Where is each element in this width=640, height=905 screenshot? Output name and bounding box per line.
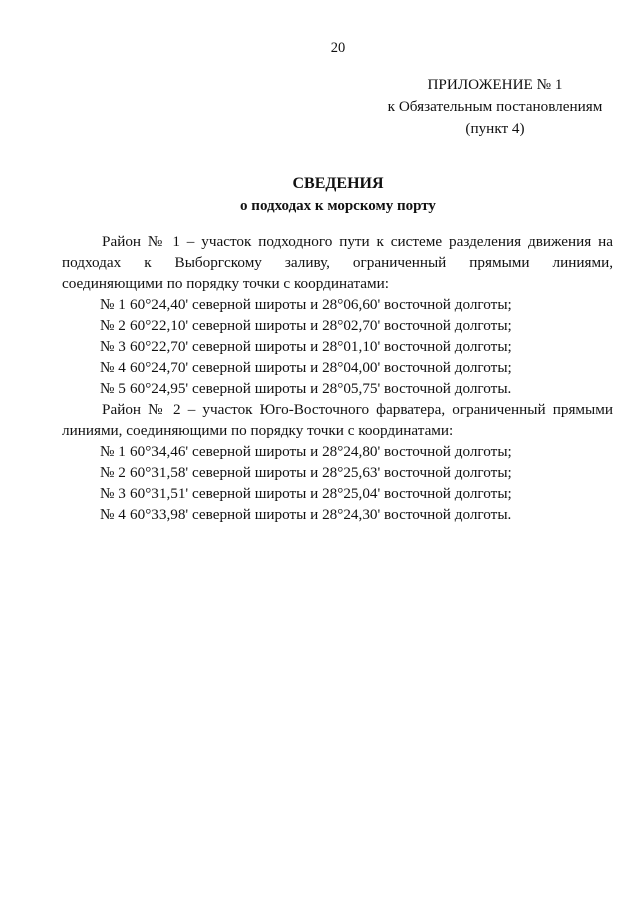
coordinate-item bbox=[62, 378, 613, 399]
district-2 bbox=[62, 399, 613, 525]
point-coordinates: 60°24,70' северной широты и 28°04,00' восточной долготы; bbox=[130, 359, 512, 376]
district-intro-continued: соединяющими по порядку точки с координатами: bbox=[62, 275, 389, 292]
point-coordinates: 60°24,95' северной широты и 28°05,75' восточной долготы. bbox=[130, 380, 512, 397]
point-coordinates: 60°24,40' северной широты и 28°06,60' восточной долготы; bbox=[130, 296, 512, 313]
district-1 bbox=[62, 231, 613, 399]
point-coordinates: 60°22,10' северной широты и 28°02,70' восточной долготы; bbox=[130, 317, 512, 334]
coordinate-item bbox=[62, 462, 613, 483]
point-number: № 1 bbox=[100, 443, 126, 460]
point-number: № 2 bbox=[100, 317, 126, 334]
district-intro: Район № 1 – участок подходного пути к системе разделения движения на подходах к Выборгскому заливу, ограниченный прямыми линиями, bbox=[62, 233, 613, 271]
point-number: № 4 bbox=[100, 506, 126, 523]
point-coordinates: 60°31,58' северной широты и 28°25,63' восточной долготы; bbox=[130, 464, 512, 481]
coordinate-item bbox=[62, 315, 613, 336]
coordinate-item bbox=[62, 357, 613, 378]
point-coordinates: 60°22,70' северной широты и 28°01,10' восточной долготы; bbox=[130, 338, 512, 355]
point-number: № 2 bbox=[100, 464, 126, 481]
point-coordinates: 60°31,51' северной широты и 28°25,04' восточной долготы; bbox=[130, 485, 512, 502]
point-coordinates: 60°33,98' северной широты и 28°24,30' восточной долготы. bbox=[130, 506, 512, 523]
appendix-header bbox=[380, 74, 610, 140]
document-body bbox=[62, 231, 613, 525]
point-number: № 3 bbox=[100, 338, 126, 355]
point-number: № 1 bbox=[100, 296, 126, 313]
point-number: № 5 bbox=[100, 380, 126, 397]
coordinate-item bbox=[62, 504, 613, 525]
coordinate-item bbox=[62, 483, 613, 504]
document-title: СВЕДЕНИЯ bbox=[292, 175, 384, 192]
document-subtitle: о подходах к морскому порту bbox=[240, 198, 436, 214]
appendix-reference: к Обязательным постановлениям bbox=[387, 98, 603, 115]
coordinate-item bbox=[62, 441, 613, 462]
district-intro: Район № 2 – участок Юго-Восточного фарватера, ограниченный прямыми bbox=[102, 401, 613, 418]
point-number: № 4 bbox=[100, 359, 126, 376]
appendix-title: ПРИЛОЖЕНИЕ № 1 bbox=[427, 76, 563, 93]
point-coordinates: 60°34,46' северной широты и 28°24,80' восточной долготы; bbox=[130, 443, 512, 460]
appendix-clause: (пункт 4) bbox=[465, 120, 525, 137]
coordinate-item bbox=[62, 294, 613, 315]
point-number: № 3 bbox=[100, 485, 126, 502]
page-number: 20 bbox=[330, 40, 346, 56]
district-intro-continued: линиями, соединяющими по порядку точки с координатами: bbox=[62, 422, 454, 439]
coordinate-item bbox=[62, 336, 613, 357]
